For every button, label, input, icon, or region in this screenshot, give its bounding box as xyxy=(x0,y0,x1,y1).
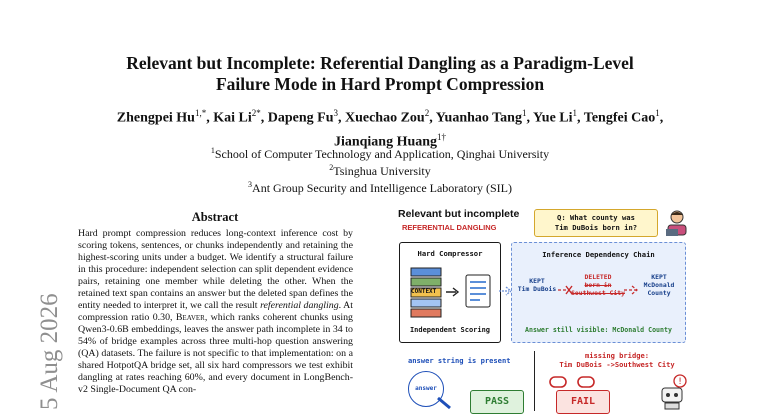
author: Yue Li xyxy=(532,110,573,126)
question-line: Tim DuBois born in? xyxy=(554,223,638,232)
kept-entity-right xyxy=(636,273,682,297)
broken-chain-icon xyxy=(548,372,598,392)
kept-tag: KEPT xyxy=(529,277,545,285)
arxiv-stamp-text: 5 Aug 2026 xyxy=(36,293,63,410)
context-tag: CONTEXT xyxy=(411,288,437,295)
deleted-tag: DELETED xyxy=(584,273,612,281)
inference-chain-panel xyxy=(511,242,686,343)
abstract-system-name: Beaver xyxy=(175,312,205,323)
affiliation-mark: 1 xyxy=(210,146,215,155)
deleted-value: born in xyxy=(584,281,612,289)
chain-label: Inference Dependency Chain xyxy=(542,250,655,259)
abstract-text: . At compression ratio 0.30, xyxy=(78,300,353,323)
arxiv-side-stamp xyxy=(6,292,63,410)
author: Kai Li xyxy=(213,110,252,126)
teaser-figure xyxy=(388,204,696,410)
affiliation-text: Ant Group Security and Intelligence Laboratory (SIL) xyxy=(252,181,512,195)
author-mark: 3 xyxy=(333,108,338,118)
author-mark: 1 xyxy=(521,108,527,118)
missing-bridge-note xyxy=(546,351,688,369)
pass-note: answer string is present xyxy=(408,356,511,365)
affiliation xyxy=(0,178,760,195)
author: Yuanhao Tang xyxy=(435,110,522,126)
affiliations xyxy=(0,144,760,195)
robot-icon xyxy=(656,374,690,410)
divider xyxy=(534,351,535,411)
answer-bubble: answer xyxy=(408,371,444,407)
affiliation-mark: 2 xyxy=(329,163,334,172)
question-box xyxy=(534,209,658,237)
abstract-heading: Abstract xyxy=(191,210,239,224)
affiliation xyxy=(0,161,760,178)
compressor-label: Hard Compressor xyxy=(417,249,483,258)
missing-line: missing bridge: xyxy=(584,351,650,360)
svg-text:!: ! xyxy=(678,377,682,387)
author-mark: 1,* xyxy=(194,108,207,118)
deleted-value: Southwest City xyxy=(571,289,625,297)
author-mark: 1 xyxy=(655,108,660,118)
affiliation-text: Tsinghua University xyxy=(333,164,431,178)
abstract-text: Hard prompt compression reduces long-context inference cost by scoring tokens, sentences, or chunks independently and retaining the highest-scoring units under a budget. We identify a structural failure in this procedure: independent selection can split dependent evidence pairs, retaining one member while deleting the other. When the retained text span contains an answer but the deleted span defines the entity needed to interpret it, we call the result xyxy=(78,228,353,311)
paper-title xyxy=(0,53,760,95)
kept-value: Tim DuBois xyxy=(517,285,557,293)
abstract-body xyxy=(78,228,353,396)
user-icon xyxy=(664,209,690,237)
fail-badge: FAIL xyxy=(556,390,610,414)
affiliation-mark: 3 xyxy=(248,180,253,189)
author: Tengfei Cao xyxy=(583,110,656,126)
author: Dapeng Fu xyxy=(267,110,334,126)
author: Jianqiang Huang xyxy=(333,134,438,150)
author-mark: 1 xyxy=(572,108,578,118)
title-line-2: Failure Mode in Hard Prompt Compression xyxy=(215,74,545,94)
broken-link-arrows xyxy=(556,283,640,297)
figure-title: Relevant but incomplete xyxy=(398,208,520,220)
filter-icon xyxy=(462,273,494,313)
author-mark: 2* xyxy=(251,108,261,118)
author: Xuechao Zou xyxy=(344,110,425,126)
author-mark: 2 xyxy=(424,108,430,118)
document-stack-icon xyxy=(408,265,444,325)
kept-value: County xyxy=(647,289,671,297)
kept-tag: KEPT xyxy=(651,273,667,281)
author-mark: 1† xyxy=(437,131,447,142)
missing-line: Tim DuBois ->Southwest City xyxy=(559,360,675,369)
affiliation-text: School of Computer Technology and Application, Qinghai University xyxy=(214,147,550,161)
affiliation xyxy=(0,144,760,161)
kept-entity-left xyxy=(517,277,557,293)
compressor-footer: Independent Scoring xyxy=(409,326,491,334)
arrow-right-icon xyxy=(446,287,460,297)
magnifier-handle-icon xyxy=(438,398,452,410)
question-line: Q: What county was xyxy=(557,213,635,222)
abstract-text: , which ranks coherent chunks using Qwen3-0.6B embeddings, leaves the answer path incomplete in 34 to 54% of bridge examples across three multi-hop question answering (QA) datasets. The failure is not specific to that implementation: on a shared HotpotQA bridge set, all six hard compressors we test exhibit dangling at rates reaching 60%, and every document in LongBench-v2 Single-Document QA con- xyxy=(78,312,353,395)
abstract-term: referential dangling xyxy=(260,300,339,311)
hard-compressor-panel xyxy=(399,242,501,343)
kept-value: McDonald xyxy=(643,281,675,289)
title-line-1: Relevant but Incomplete: Referential Dangling as a Paradigm-Level xyxy=(126,53,634,73)
chain-footer: Answer still visible: McDonald County xyxy=(525,326,672,334)
author-list: Zhengpei $Hu^{1,*}$, Kai $Li^{2*}$, Dapeng Fu$^3$, Xuechao Zou$^2$, Yuanhao Tang$^1$, Yue Li$^1$, Tengfei Cao$^1$, Jianqiang Huang$^{1\dagger}$ xyxy=(116,108,664,150)
figure-subtitle: REFERENTIAL DANGLING xyxy=(402,223,497,232)
author: Zhengpei Hu xyxy=(116,110,195,126)
pass-badge: PASS xyxy=(470,390,524,414)
